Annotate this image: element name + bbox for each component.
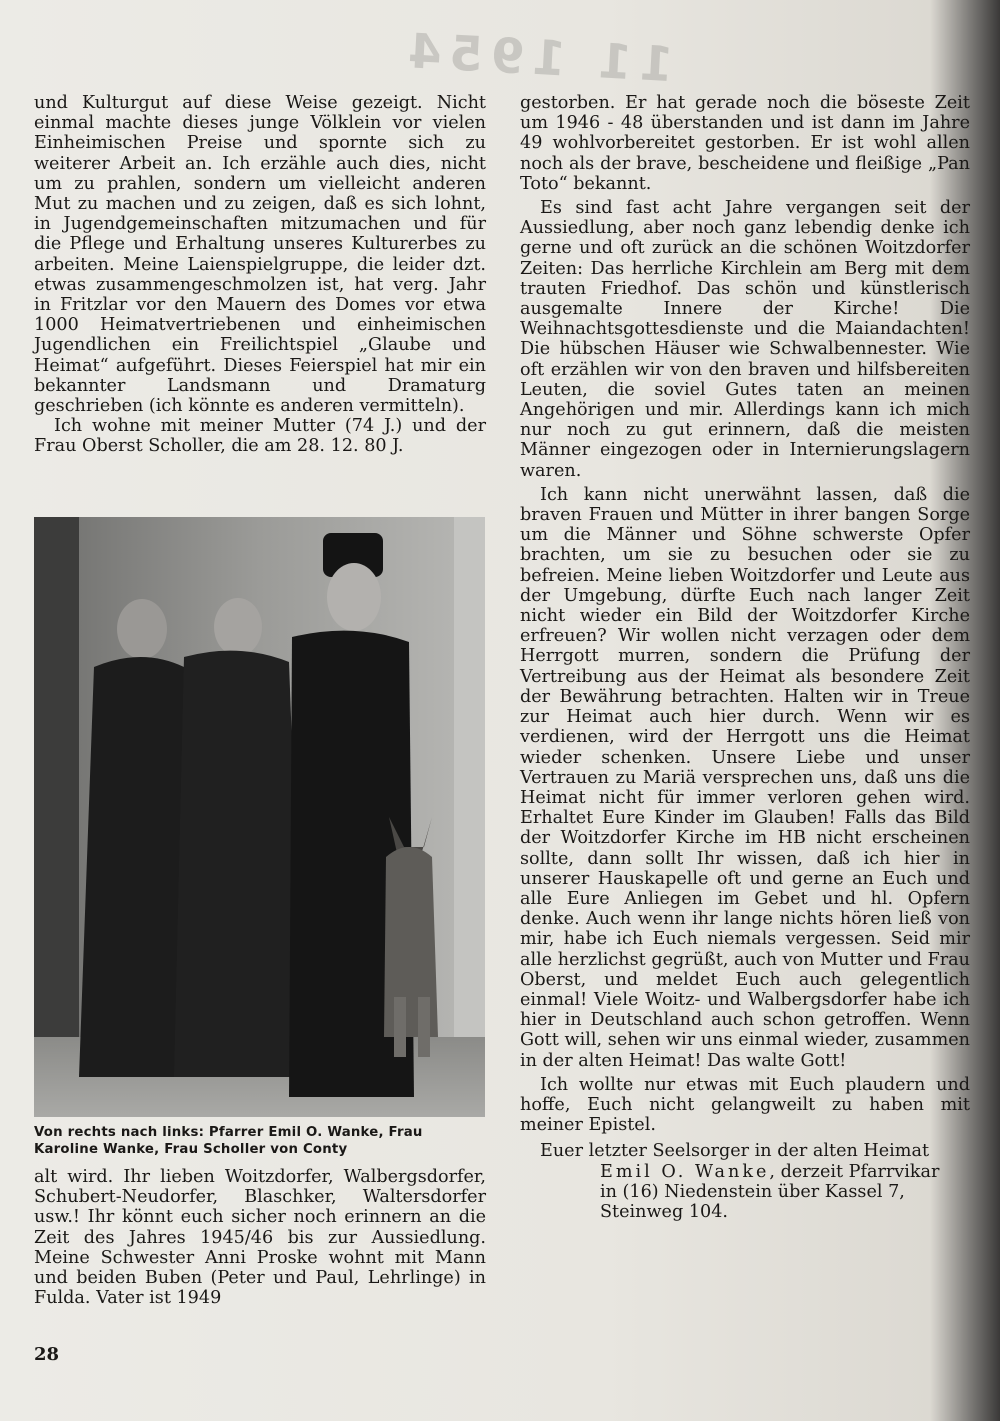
signature-name: Emil O. Wanke — [600, 1161, 770, 1182]
signature-line: Euer letzter Seelsorger in der alten Heimat — [540, 1141, 930, 1162]
left-column-bottom — [34, 1167, 486, 1308]
paragraph: und Kulturgut auf diese Weise gezeigt. Nicht einmal machte dieses junge Völklein vor vielen Einheimischen Preise und spornte sich zu weiterer Arbeit an. Ich erzähle auch dies, nicht um zu prahlen, sondern um vielleicht anderen Mut zu machen und zu zeigen, daß es sich lohnt, in Jugendgemeinschaften mitzumachen und für die Pflege und Erhaltung unseres Kulturerbes zu arbeiten. Meine Laienspielgruppe, die leider dzt. etwas zusammengeschmolzen ist, hat verg. Jahr in Fritzlar vor den Mauern des Domes vor etwa 1000 Heimatvertriebenen und einheimischen Jugendlichen ein Freilichtspiel „Glaube und Heimat“ aufgeführt. Dieses Feierspiel hat mir ein bekannter Landsmann und Dramaturg geschrieben (ich könnte es anderen vermitteln). — [34, 93, 486, 417]
paragraph: alt wird. Ihr lieben Woitzdorfer, Walbergsdorfer, Schubert-Neudorfer, Blaschker, Waltersdorfer usw.! Ihr könnt euch sicher noch erinnern an die Zeit des Jahres 1945/46 bis zur Aussiedlung. Meine Schwester Anni Proske wohnt mit Mann und beiden Buben (Peter und Paul, Lehrlinge) in Fulda. Vater ist 1949 — [34, 1167, 486, 1309]
left-column-top — [34, 93, 486, 457]
paragraph: gestorben. Er hat gerade noch die böseste Zeit um 1946 - 48 überstanden und ist dann im Jahre 49 wohlvorbereitet gestorben. Er ist wohl allen noch als der brave, bescheidene und fleißige „Pan Toto“ bekannt. — [520, 93, 970, 194]
caption-line: Von rechts nach links: Pfarrer Emil O. Wanke, Frau — [34, 1125, 423, 1140]
signature-line: in (16) Niedenstein über Kassel 7, — [600, 1181, 905, 1202]
photo-three-people-with-dog — [34, 517, 485, 1117]
caption-line: Karoline Wanke, Frau Scholler von Conty — [34, 1142, 348, 1157]
page-number: 28 — [34, 1344, 60, 1365]
right-column — [520, 93, 970, 1222]
signature-name-line — [520, 1162, 970, 1182]
paragraph: Es sind fast acht Jahre vergangen seit der Aussiedlung, aber noch ganz lebendig denke ich gerne und oft zurück an die schönen Woitzdorfer Zeiten: Das herrliche Kirchlein am Berg mit dem trauten Friedhof. Das schön und künstlerisch ausgemalte Innere der Kirche! Die Weihnachtsgottesdienste und die Maiandachten! Die hübschen Häuser wie Schwalbennester. Wie oft erzählen wir von den braven und hilfsbereiten Leuten, die soviel Gutes taten an meinen Angehörigen und mir. Allerdings kann ich mich nur noch zu gut erinnern, daß die meisten Männer eingezogen oder in Internierungslagern waren. — [520, 198, 970, 481]
paragraph: Ich wohne mit meiner Mutter (74 J.) und der Frau Oberst Scholler, die am 28. 12. 80 J. — [34, 416, 486, 457]
paragraph: Ich kann nicht unerwähnt lassen, daß die braven Frauen und Mütter in ihrer bangen Sorge um die Männer und Söhne schwerste Opfer brachten, um sie zu besuchen oder sie zu befreien. Meine lieben Woitzdorfer und Leute aus der Umgebung, dürfte Euch nach langer Zeit nicht wieder ein Bild der Woitzdorfer Kirche erfreuen? Wir wollen nicht verzagen oder dem Herrgott murren, sondern die Prüfung der Vertreibung aus der Heimat als besondere Zeit der Bewährung betrachten. Halten wir in Treue zur Heimat auch hier durch. Wenn wir es verdienen, wird der Herrgott uns die Heimat wieder schenken. Unsere Liebe und unser Vertrauen zu Mariä versprechen uns, daß uns die Heimat nicht für immer verloren gehen wird. Erhaltet Eure Kinder im Glauben! Falls das Bild der Woitzdorfer Kirche im HB nicht erscheinen sollte, dann sollt Ihr wissen, daß ich hier in unserer Hauskapelle oft und gerne an Euch und alle Eure Anliegen im Gebet und hl. Opfern denke. Auch wenn ihr lange nichts hören ließ von mir, habe ich Euch niemals vergessen. Seid mir alle herzlichst gegrüßt, auch von Mutter und Frau Oberst, und meldet Euch auch gelegentlich einmal! Viele Woitz- und Walbergsdorfer habe ich hier in Deutschland auch schon getroffen. Wenn Gott will, sehen wir uns einmal wieder, zusammen in der alten Heimat! Das walte Gott! — [520, 484, 970, 1071]
paragraph: Ich wollte nur etwas mit Euch plaudern und hoffe, Euch nicht gelangweilt zu haben mit meiner Epistel. — [520, 1074, 970, 1136]
photo-caption — [34, 1124, 486, 1158]
header-stamp: 11 1954 — [398, 22, 675, 94]
signature-block — [520, 1141, 970, 1222]
signature-title: , derzeit Pfarrvikar — [769, 1161, 940, 1182]
signature-line: Steinweg 104. — [600, 1201, 728, 1222]
